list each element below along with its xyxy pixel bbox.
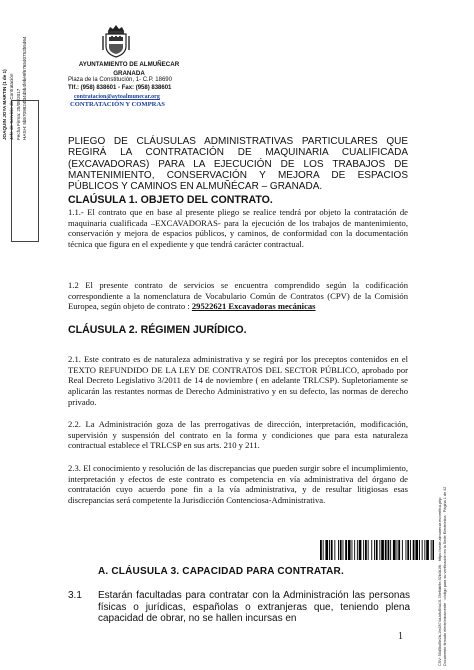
clause-3-paragraph-1: Estarán facultadas para contratar con la Administración las personas físicas o jurídicas, españolas o extranjeras que, teniendo plena capacidad de obrar, no se hallen incursas en — [98, 590, 410, 625]
clause-2-paragraph-1: 2.1. Este contrato es de naturaleza administrativa y se regirá por los preceptos contenidos en el TEXTO REFUNDIDO DE LA LEY DE CONTRATOS DEL SECTOR PÚBLICO, aprobado por Real Decreto Legislativo 3/2011 de 14 de noviembre ( en adelante TRLCSP). Supletoriamente se aplicarán las restantes normas de Derecho Administrativo y en su defecto, las normas de derecho privado. — [68, 354, 408, 407]
document-title: PLIEGO DE CLÁUSULAS ADMINISTRATIVAS PARTICULARES QUE REGIRÁ LA CONTRATACIÓN DE MAQUINARIA CUALIFICADA (EXCAVADORAS) PARA LA EJECUCIÓN DE LOS TRABAJOS DE MANTENIMIENTO, CONSERVACIÓN Y MEJORA DE ESPACIOS PÚBLICOS Y CAMINOS EN ALMUÑÉCAR – GRANADA. — [68, 136, 408, 193]
cpv-code: 29522621 Excavadoras mecánicas — [191, 301, 316, 312]
org-line-2: GRANADA — [113, 69, 145, 77]
clause-3-heading: A. CLÁUSULA 3. CAPACIDAD PARA CONTRATAR. — [98, 566, 344, 577]
clause-3-1-number: 3.1 — [68, 590, 82, 601]
verification-csv-text — [438, 406, 472, 666]
csv-line-1: CSV: 50d5bd5e2b-1fe2874d-b8d94a15-78e8db9e-92b4b1fb · https://sede.almunecar.es/verifica.php — [438, 497, 442, 666]
clause-2-paragraph-3: 2.3. El conocimiento y resolución de las discrepancias que pueden surgir sobre el incumplimiento, interpretación y efectos de este contrato es competencia en vía administrativa del órgano de contratación cuyo acuerdo pone fin a la vía administrativa, y de resultar litigiosas esas discrepancias será competente la Jurisdicción Contenciosa-Administrativa. — [68, 463, 408, 506]
stamp-date: Fecha Firma: 25/05/2017 — [15, 88, 21, 140]
clause-2-paragraph-2: 2.2. La Administración goza de las prerrogativas de dirección, interpretación, modificación, supervisión y suspensión del contrato en la forma y condiciones que para esta naturaleza contractual establece el TRLCSP en sus arts. 210 y 211. — [68, 419, 408, 451]
header-address: Plaza de la Constitución, 1- C.P. 18690 — [68, 77, 172, 83]
csv-line-2: Documento firmado electrónicamente · código para su verificación en la Sede Electrónica · Página 1 de 42 — [443, 486, 447, 666]
header-email-link[interactable]: contratacion@aytoalmunecar.org — [74, 94, 160, 100]
coat-of-arms-icon — [102, 24, 130, 58]
clause-2-heading: CLÁUSULA 2. RÉGIMEN JURÍDICO. — [68, 324, 247, 336]
stamp-hash: HASH: 5b5709824f34d5b4febe9f6765d0752b5d64 — [22, 36, 28, 140]
clause-1-paragraph-2 — [68, 280, 408, 312]
signature-stamp-text — [2, 0, 30, 140]
stamp-signer: JOAQUIN JOYA MARTIN (1 de 1) — [2, 69, 7, 140]
verification-barcode — [320, 540, 434, 560]
clause-1-paragraph-1: 1.1.- El contrato que en base al presente pliego se realice tendrá por objeto la contratación de maquinaria cualificada –EXCAVADORAS- para la ejecución de los trabajos de mantenimiento, conservación y mejora de espacios públicos, y caminos, de conformidad con la documentación técnica que figura en el expediente y que tendrá carácter contractual. — [68, 207, 408, 250]
clause-1-paragraph-2-text: 1.2 El presente contrato de servicios se encuentra comprendido según la codificación correspondiente a la nomenclatura de Vocabulario Común de Contratos (CPV) de la Comisión Europea, según objeto de contrato : — [68, 280, 408, 312]
page-number: 1 — [398, 631, 403, 642]
clause-1-heading: CLAÚSULA 1. OBJETO DEL CONTRATO. — [68, 194, 273, 206]
organization-name — [74, 61, 184, 78]
header-phones: Tlf.: (958) 838601 - Fax: (958) 838601 — [68, 85, 172, 91]
stamp-role: Jefe de Servicio de Contratación — [8, 73, 14, 140]
org-line-1: AYUNTAMIENTO DE ALMUÑECAR — [78, 61, 180, 68]
header-department: CONTRATACIÓN Y COMPRAS — [70, 101, 165, 108]
